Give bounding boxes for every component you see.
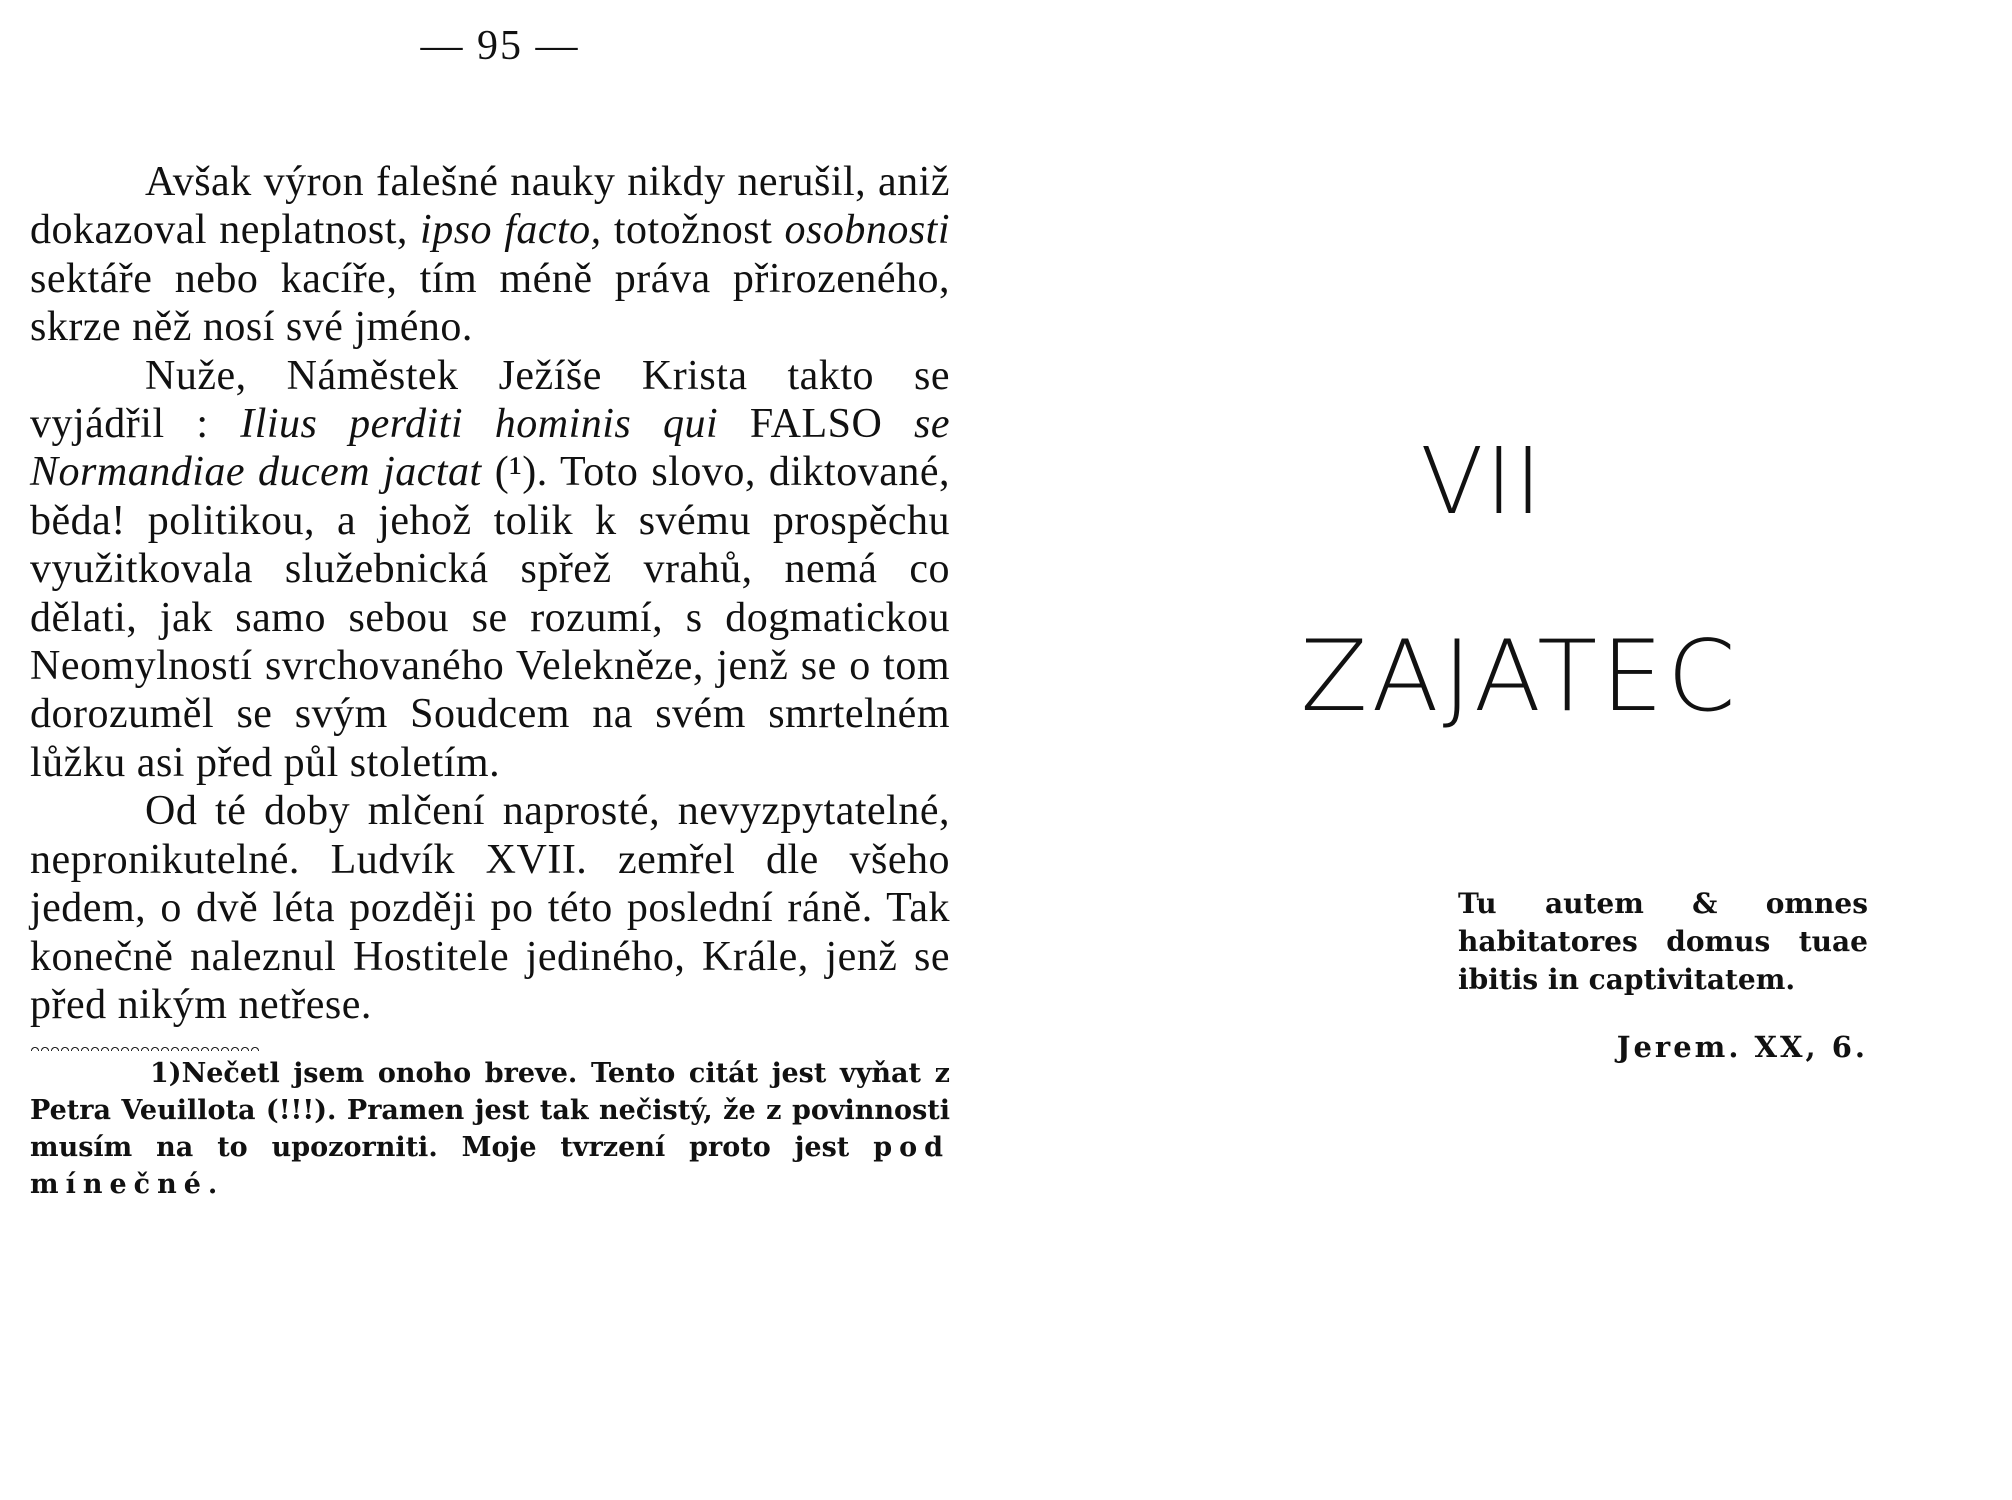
footnote-divider [30, 1045, 260, 1051]
left-page [30, 158, 950, 1203]
epigraph-source: Jerem. XX, 6. [1616, 1030, 1868, 1064]
paragraph-2-italic-b: se Normandiae ducem jactat [30, 401, 950, 496]
footnote-number: 1) [150, 1058, 182, 1090]
right-page [1150, 0, 1950, 1500]
paragraph-2-text-b: FALSO [718, 401, 914, 448]
footnote [30, 1055, 950, 1203]
paragraph-1-italic-b: osobnosti [784, 207, 950, 254]
paragraph-2 [30, 352, 950, 788]
paragraph-1 [30, 158, 950, 352]
paragraph-3: Od té doby mlčení naprosté, nevyzpytatelné, nepronikutelné. Ludvík XVII. zemřel dle všeho jedem, o dvě léta později po této poslední ráně. Tak konečně naleznul Hostitele jediného, Krále, jenž se před nikým netřese. [30, 788, 950, 1028]
paragraph-2-italic-a: Ilius perditi hominis qui [240, 401, 719, 448]
chapter-title: ZAJATEC [1300, 620, 1740, 734]
paragraph-2-text-a: Nuže, Náměstek Ježíše Krista takto se vyjádřil : [30, 352, 950, 448]
paragraph-1-text-a: Avšak výron falešné nauky nikdy nerušil, aniž dokazoval neplatnost, [30, 159, 950, 254]
footnote-spaced-text: pod mínečné. [30, 1132, 950, 1201]
paragraph-1-italic-a: ipso facto, [420, 207, 602, 254]
footnote-text: Nečetl jsem onoho breve. Tento citát jest vyňat z Petra Veuillota (!!!). Pramen jest tak nečistý, že z povinnosti musím na to upozorniti. Moje tvrzení proto jest [30, 1058, 950, 1164]
paragraph-2-text-c: (¹). Toto slovo, diktované, běda! politikou, a jehož tolik k svému prospěchu využitkovala služebnická spřež vrahů, nemá co dělati, jak samo sebou se rozumí, s dogmatickou Neomylností svrchovaného Velekněze, jenž se o tom dorozuměl se svým Soudcem na svém smrtelném lůžku asi před půl stoletím. [30, 449, 950, 786]
epigraph: Tu autem & omnes habitatores domus tuae ibitis in captivitatem. [1458, 887, 1868, 996]
page-number: — 95 — [420, 23, 580, 69]
paragraph-1-text-c: sektáře nebo kacíře, tím méně práva přirozeného, skrze něž nosí své jméno. [30, 255, 950, 351]
chapter-number: VII [1420, 428, 1544, 535]
paragraph-1-text-b: totožnost [601, 207, 785, 254]
